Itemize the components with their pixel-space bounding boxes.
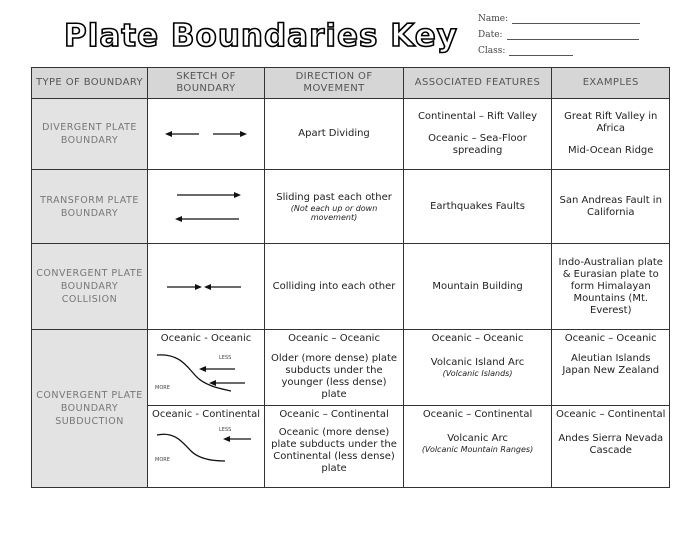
date-line[interactable] [507, 39, 639, 40]
arrows-colliding-icon [161, 277, 251, 297]
sketch-oc-head: Oceanic - Continental [152, 409, 261, 420]
class-label: Class: [478, 46, 506, 56]
features-oc-text: Volcanic Arc [447, 433, 508, 444]
examples-oo-text: Aleutian Islands Japan New Zealand [562, 353, 660, 376]
examples-oc-head: Oceanic – Continental [556, 409, 666, 420]
class-line[interactable] [509, 55, 573, 56]
features-subduction-oc [404, 406, 552, 488]
examples-subduction-oc [552, 406, 670, 488]
date-label: Date: [478, 30, 503, 40]
direction-subduction-oo [265, 330, 404, 406]
arrows-apart-icon [161, 124, 251, 144]
feature-rift-valley: Continental – Rift Valley [417, 111, 538, 122]
type-transform: TRANSFORM PLATE BOUNDARY [32, 170, 148, 244]
sketch-oo-label-top: LESS [219, 355, 232, 361]
table-row-divergent [32, 99, 670, 170]
page-title: Plate Boundaries Key [64, 18, 458, 54]
type-subduction: CONVERGENT PLATE BOUNDARY SUBDUCTION [32, 330, 148, 488]
header-sketch: SKETCH OF BOUNDARY [148, 68, 265, 99]
example-mid-ocean-ridge: Mid-Ocean Ridge [568, 145, 654, 156]
direction-transform-note: (Not each up or down movement) [290, 203, 378, 222]
sketch-oc-label-bottom: MORE [155, 457, 170, 463]
name-field[interactable] [478, 8, 640, 24]
sketch-collision [148, 244, 265, 330]
name-label: Name: [478, 14, 509, 24]
class-field[interactable] [478, 40, 640, 56]
header-examples: EXAMPLES [552, 68, 670, 99]
type-collision: CONVERGENT PLATE BOUNDARY COLLISION [32, 244, 148, 330]
date-field[interactable] [478, 24, 640, 40]
direction-oo-text: Older (more dense) plate subducts under the younger (less dense) plate [271, 353, 398, 400]
examples-subduction-oo [552, 330, 670, 406]
direction-oc-text: Oceanic (more dense) plate subducts under the Continental (less dense) plate [271, 427, 397, 474]
subduction-oo-diagram-icon [153, 345, 259, 401]
direction-collision: Colliding into each other [265, 244, 404, 330]
sketch-subduction-oc [148, 406, 265, 488]
features-oo-note: (Volcanic Islands) [442, 369, 513, 378]
features-oc-note: (Volcanic Mountain Ranges) [421, 445, 534, 454]
sketch-transform [148, 170, 265, 244]
direction-divergent: Apart Dividing [265, 99, 404, 170]
example-rift-valley: Great Rift Valley in Africa [564, 111, 658, 134]
name-line[interactable] [512, 23, 640, 24]
features-collision: Mountain Building [404, 244, 552, 330]
direction-oc-head: Oceanic – Continental [279, 409, 389, 420]
sketch-oo-label-bottom: MORE [155, 385, 170, 391]
examples-collision: Indo-Australian plate & Eurasian plate to form Himalayan Mountains (Mt. Everest) [552, 244, 670, 330]
header-features: ASSOCIATED FEATURES [404, 68, 552, 99]
subduction-oc-diagram-icon [153, 421, 259, 477]
table-row-transform [32, 170, 670, 244]
direction-subduction-oc [265, 406, 404, 488]
header-direction: DIRECTION OF MOVEMENT [265, 68, 404, 99]
features-oo-head: Oceanic – Oceanic [431, 333, 524, 344]
feature-sea-floor: Oceanic – Sea-Floor spreading [428, 133, 527, 156]
features-subduction-oo [404, 330, 552, 406]
sketch-oc-label-top: LESS [219, 427, 232, 433]
features-transform: Earthquakes Faults [404, 170, 552, 244]
sketch-oo-head: Oceanic - Oceanic [160, 333, 252, 344]
examples-oc-text: Andes Sierra Nevada Cascade [558, 433, 664, 456]
direction-transform-text: Sliding past each other [276, 191, 392, 203]
sketch-divergent [148, 99, 265, 170]
arrows-sliding-icon [161, 187, 251, 227]
sketch-subduction-oo [148, 330, 265, 406]
examples-divergent [552, 99, 670, 170]
features-oo-text: Volcanic Island Arc [430, 357, 525, 368]
direction-transform [265, 170, 404, 244]
examples-transform: San Andreas Fault in California [552, 170, 670, 244]
features-divergent [404, 99, 552, 170]
plate-boundaries-table [31, 67, 670, 488]
header-row [32, 68, 670, 99]
student-info-fields [478, 8, 640, 56]
table-row-collision [32, 244, 670, 330]
table-row-subduction-oo [32, 330, 670, 406]
direction-oo-head: Oceanic – Oceanic [288, 333, 380, 344]
header-type: TYPE OF BOUNDARY [32, 68, 148, 99]
examples-oo-head: Oceanic – Oceanic [564, 333, 657, 344]
type-divergent: DIVERGENT PLATE BOUNDARY [32, 99, 148, 170]
features-oc-head: Oceanic – Continental [422, 409, 533, 420]
